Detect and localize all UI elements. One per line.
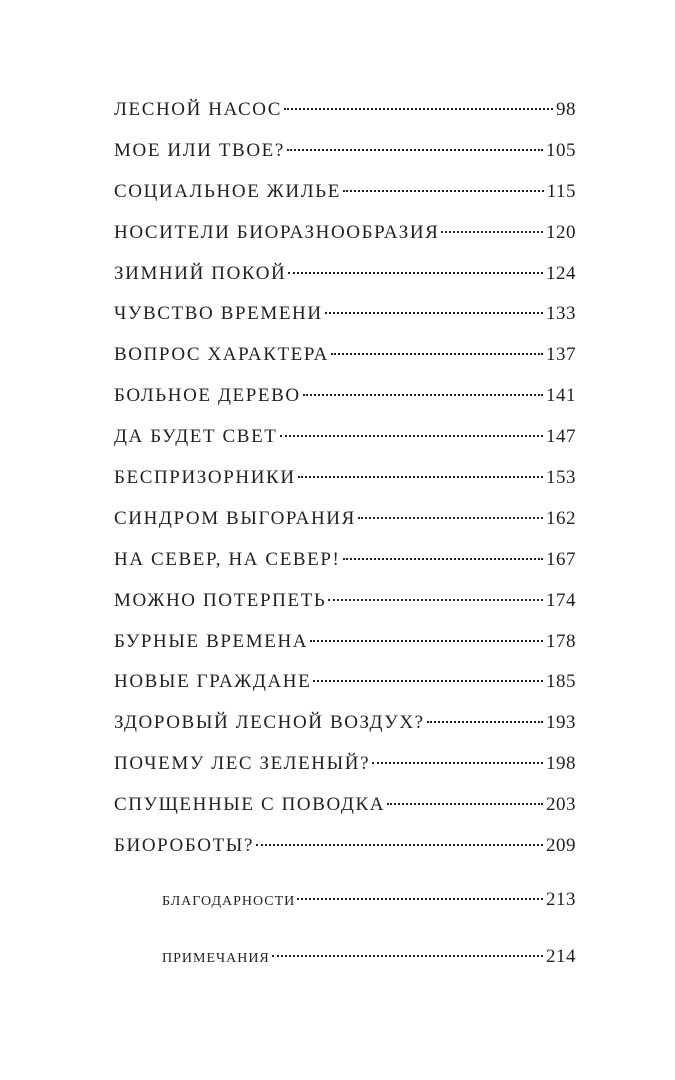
toc-entry-title: ДА БУДЕТ СВЕТ [114,426,278,448]
dot-leader [280,435,544,437]
toc-entry-title: СИНДРОМ ВЫГОРАНИЯ [114,507,356,529]
toc-entry [114,335,576,376]
dot-leader [441,231,543,233]
toc-entry [114,458,576,499]
toc-entry [114,90,576,131]
dot-leader [298,476,543,478]
toc-entry-title: СПУЩЕННЫЕ С ПОВОДКА [114,794,386,816]
toc-entry-title: ПРИМЕЧАНИЯ [162,950,270,966]
toc-entry-title: ЗИМНИЙ ПОКОЙ [114,262,287,284]
toc-entry-notes [162,937,576,978]
dot-leader [284,108,553,110]
toc-entry-title: МОЕ ИЛИ ТВОЕ? [114,139,285,161]
toc-entry-page: 133 [546,303,576,325]
toc-entry [114,417,576,458]
dot-leader [313,680,543,682]
toc-entry-title: ПОЧЕМУ ЛЕС ЗЕЛЕНЫЙ? [114,753,371,775]
toc-entry-page: 115 [546,180,576,202]
dot-leader [358,517,543,519]
toc-entry-title: ЛЕСНОЙ НАСОС [114,99,283,120]
toc-entry-page: 214 [546,945,576,967]
toc-entry-title: БЕСПРИЗОРНИКИ [114,467,296,489]
toc-entry-title: НОВЫЕ ГРАЖДАНЕ [114,671,312,693]
dot-leader [288,272,543,274]
toc-entry [114,622,576,663]
toc-entry [114,499,576,540]
toc-entry-page: 174 [546,589,576,611]
dot-leader [303,394,543,396]
toc-entry [114,294,576,335]
toc-entry-title: ЧУВСТВО ВРЕМЕНИ [114,303,323,325]
toc-entry-page: 162 [546,507,576,529]
dot-leader [331,353,543,355]
toc-entry-page: 185 [546,671,576,693]
toc-entry-page: 147 [546,426,576,448]
toc-entry-page: 203 [546,794,576,816]
dot-leader [256,844,543,846]
toc-entry-title: БЛАГОДАРНОСТИ [162,893,296,909]
dot-leader [287,149,543,151]
toc-entry [114,744,576,785]
toc-entry-title: БУРНЫЕ ВРЕМЕНА [114,630,309,652]
toc-entry-title: БИОРОБОТЫ? [114,835,254,857]
table-of-contents [114,90,576,978]
dot-leader [427,721,543,723]
toc-entry-title: БОЛЬНОЕ ДЕРЕВО [114,385,301,407]
toc-entry-page: 124 [546,262,576,284]
toc-entry-acknowledgements [162,880,576,921]
toc-entry [114,826,576,867]
toc-entry [114,703,576,744]
toc-entry-title: МОЖНО ПОТЕРПЕТЬ [114,589,327,611]
toc-entry [114,662,576,703]
dot-leader [310,640,543,642]
toc-entry [114,131,576,172]
toc-entry-page: 209 [546,835,576,857]
toc-entry-page: 213 [546,888,576,910]
toc-entry-page: 141 [546,385,576,407]
dot-leader [343,558,544,560]
toc-entry [114,254,576,295]
toc-entry-page: 167 [546,548,576,570]
dot-leader [372,762,543,764]
toc-entry [114,376,576,417]
toc-entry-title: НОСИТЕЛИ БИОРАЗНООБРАЗИЯ [114,221,440,243]
dot-leader [325,312,543,314]
toc-entry-title: ЗДОРОВЫЙ ЛЕСНОЙ ВОЗДУХ? [114,712,425,734]
toc-entry [114,213,576,254]
toc-entry-page: 120 [546,221,576,243]
dot-leader [297,898,543,900]
toc-entry-page: 98 [556,99,576,120]
toc-entry-page: 198 [546,753,576,775]
dot-leader [387,803,543,805]
dot-leader [328,599,543,601]
toc-entry [114,172,576,213]
toc-entry-title: СОЦИАЛЬНОЕ ЖИЛЬЕ [114,180,341,202]
toc-entry [114,785,576,826]
toc-entry-page: 105 [546,139,576,161]
dot-leader [272,955,543,957]
toc-entry-title: НА СЕВЕР, НА СЕВЕР! [114,548,341,570]
dot-leader [343,190,544,192]
toc-entry-title: ВОПРОС ХАРАКТЕРА [114,344,329,366]
toc-entry-page: 137 [546,344,576,366]
toc-entry-page: 153 [546,467,576,489]
toc-entry-page: 193 [546,712,576,734]
toc-entry-page: 178 [546,630,576,652]
toc-entry [114,540,576,581]
toc-entry [114,581,576,622]
